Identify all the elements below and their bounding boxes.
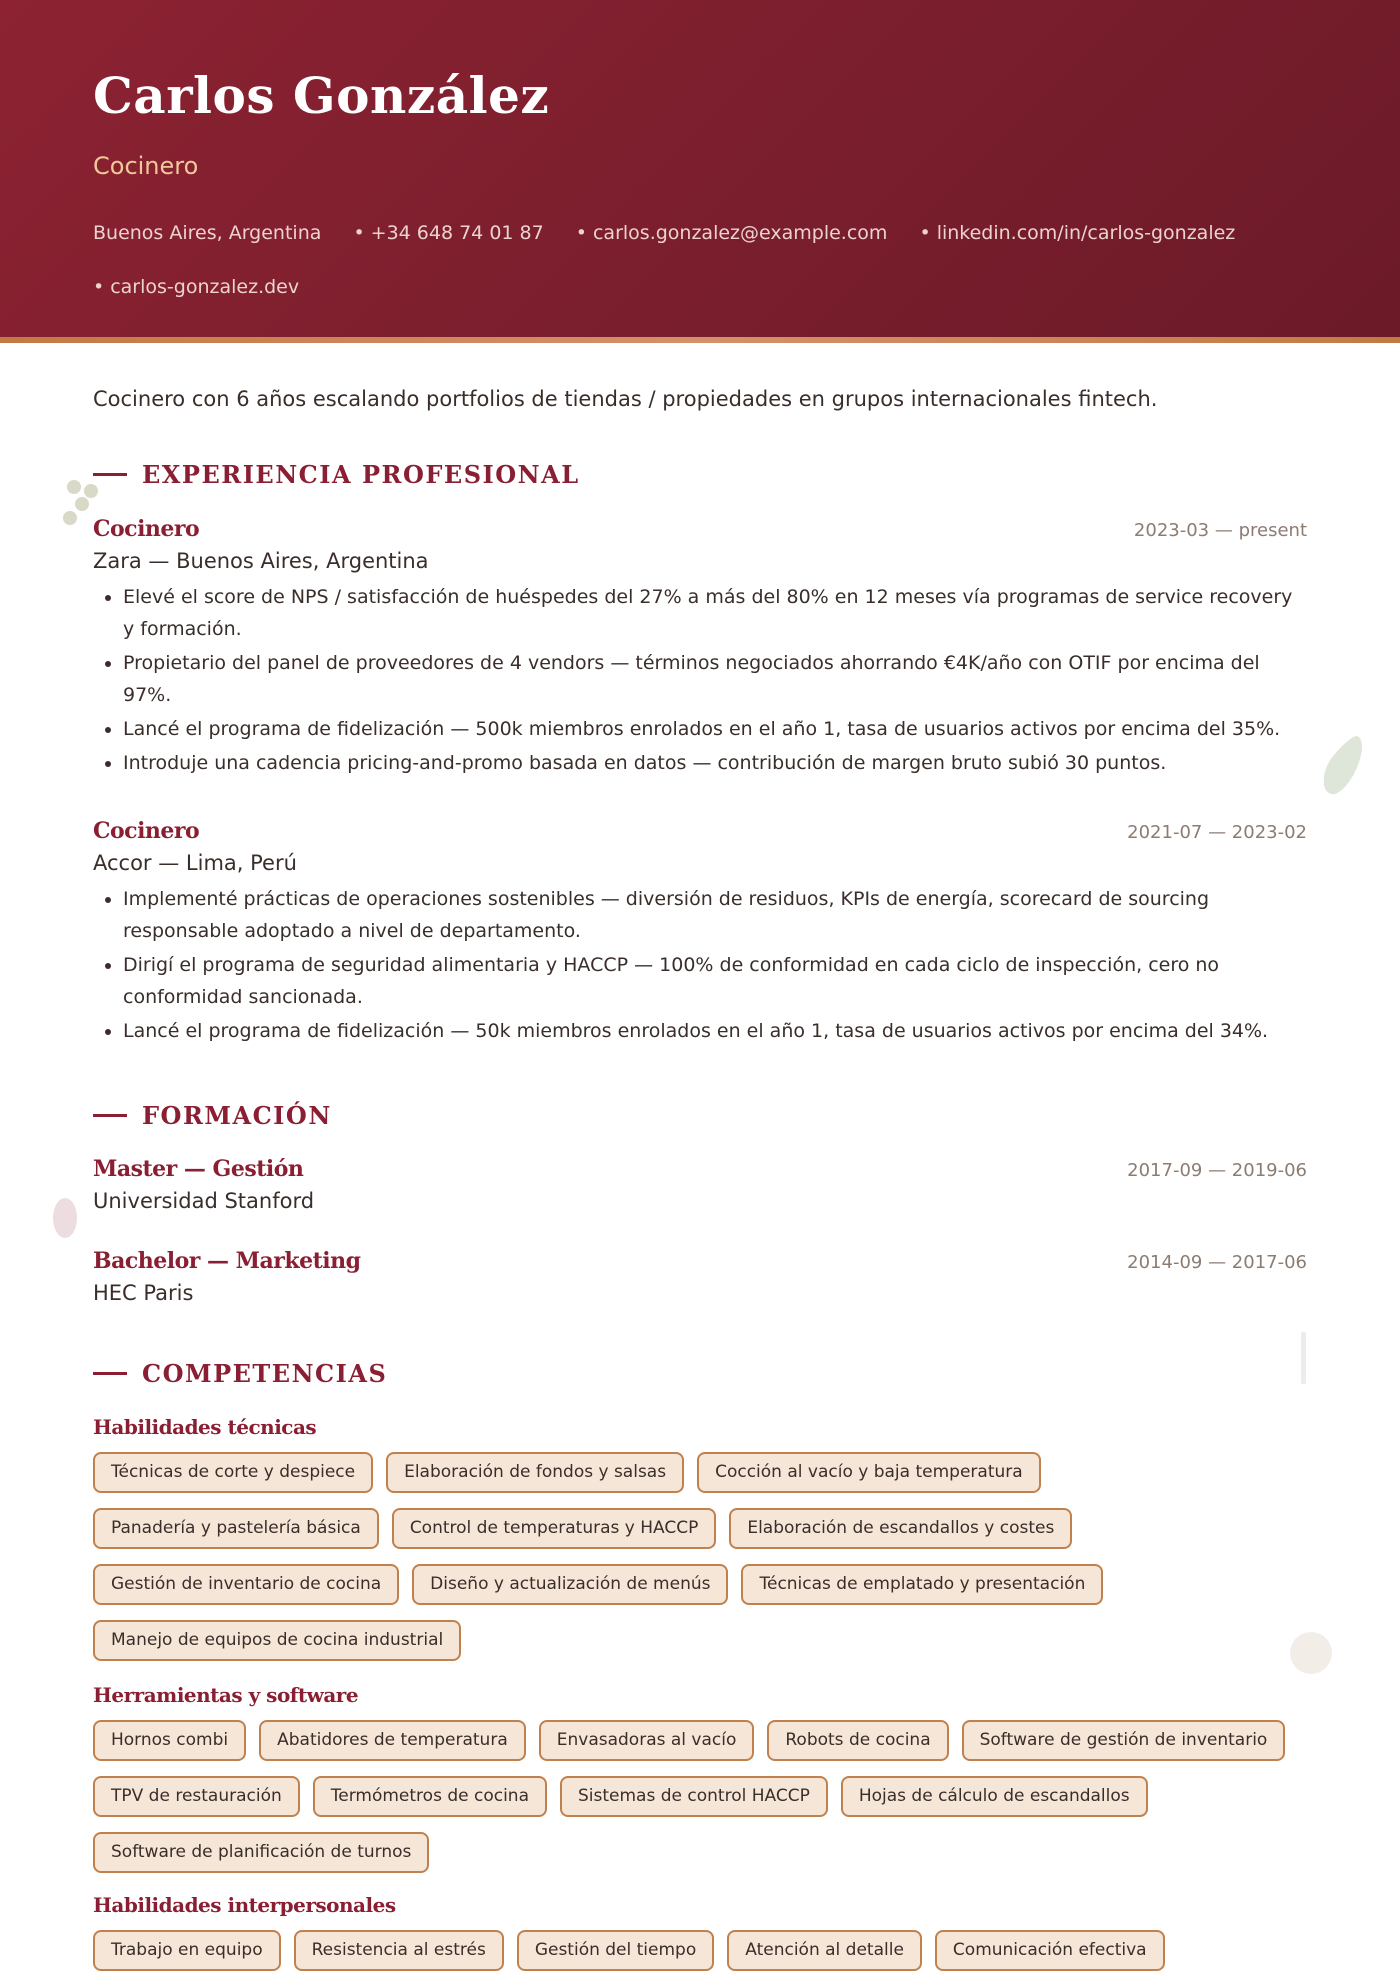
profile-summary: Cocinero con 6 años escalando portfolios de tiendas / propiedades en grupos internacionales fintech.	[93, 387, 1158, 411]
circle-decoration	[1290, 1632, 1332, 1674]
bullet-item: • Dirigí el programa de seguridad alimentaria y HACCP — 100% de conformidad en cada ciclo de inspección, cero no conformidad sancionada.	[123, 949, 1307, 1013]
skill-chips-tools	[93, 1720, 1323, 1888]
bullet-item: • Introduje una cadencia pricing-and-promo basada en datos — contribución de margen bruto subió 30 puntos.	[123, 747, 1307, 779]
skill-chips-technical	[93, 1452, 1323, 1676]
skill-chip: Resistencia al estrés	[294, 1930, 504, 1971]
experience-entry	[93, 516, 1307, 781]
bullet-item: • Lancé el programa de fidelización — 500k miembros enrolados en el año 1, tasa de usuarios activos por encima del 35%.	[123, 713, 1307, 745]
degree-dates: 2017-09 — 2019-06	[1127, 1160, 1307, 1181]
skill-chip: Comunicación efectiva	[935, 1930, 1165, 1971]
resume-header	[0, 0, 1400, 337]
dots-decoration-icon	[60, 478, 110, 528]
bullet-item: • Elevé el score de NPS / satisfacción de huéspedes del 27% a más del 80% en 12 meses vía programas de service recovery y formación.	[123, 581, 1307, 645]
school-name: Universidad Stanford	[93, 1189, 315, 1213]
job-organization: Zara — Buenos Aires, Argentina	[93, 549, 429, 573]
job-dates: 2021-07 — 2023-02	[1127, 822, 1307, 843]
skill-chip: Gestión de inventario de cocina	[93, 1564, 399, 1605]
bullet-item: • Implementé prácticas de operaciones sostenibles — diversión de residuos, KPIs de energía, scorecard de sourcing responsable adoptado a nivel de departamento.	[123, 883, 1307, 947]
line-decoration	[1301, 1332, 1306, 1384]
skill-chip: Sistemas de control HACCP	[560, 1776, 828, 1817]
skill-chip: Manejo de equipos de cocina industrial	[93, 1620, 461, 1661]
skill-chip: Diseño y actualización de menús	[412, 1564, 728, 1605]
section-title-experience: EXPERIENCIA PROFESIONAL	[93, 460, 580, 489]
section-title-education: FORMACIÓN	[93, 1101, 332, 1130]
skill-chip: Elaboración de escandallos y costes	[729, 1508, 1072, 1549]
skill-group-label: Herramientas y software	[93, 1683, 359, 1707]
education-entry	[93, 1248, 1307, 1305]
job-bullets	[93, 581, 1307, 779]
skill-chip: Gestión del tiempo	[517, 1930, 714, 1971]
experience-entry	[93, 818, 1307, 1049]
skill-chip: Panadería y pastelería básica	[93, 1508, 379, 1549]
contact-website[interactable]: • carlos-gonzalez.dev	[93, 276, 299, 298]
job-organization: Accor — Lima, Perú	[93, 851, 297, 875]
skill-group-label: Habilidades técnicas	[93, 1415, 317, 1439]
section-rule	[93, 1114, 127, 1117]
skill-chip: Control de temperaturas y HACCP	[392, 1508, 717, 1549]
bullet-item: • Lancé el programa de fidelización — 50k miembros enrolados en el año 1, tasa de usuarios activos por encima del 34%.	[123, 1015, 1307, 1047]
degree-title: Master — Gestión	[93, 1156, 304, 1182]
contact-phone[interactable]: • +34 648 74 01 87	[353, 222, 543, 244]
skill-chip: TPV de restauración	[93, 1776, 300, 1817]
skill-group-label: Habilidades interpersonales	[93, 1893, 396, 1917]
skill-chip: Cocción al vacío y baja temperatura	[697, 1452, 1041, 1493]
skill-chip: Atención al detalle	[727, 1930, 922, 1971]
contact-location: Buenos Aires, Argentina	[93, 222, 322, 244]
degree-title: Bachelor — Marketing	[93, 1248, 361, 1274]
degree-dates: 2014-09 — 2017-06	[1127, 1252, 1307, 1273]
candidate-name: Carlos González	[93, 66, 550, 125]
job-title: Cocinero	[93, 818, 200, 844]
candidate-role: Cocinero	[93, 152, 199, 180]
skill-chip: Software de gestión de inventario	[962, 1720, 1286, 1761]
job-bullets	[93, 883, 1307, 1047]
school-name: HEC Paris	[93, 1281, 194, 1305]
skill-chip: Hornos combi	[93, 1720, 246, 1761]
section-rule	[93, 473, 127, 476]
education-entry	[93, 1156, 1307, 1213]
leaf-decoration-icon	[1313, 732, 1373, 800]
contact-info	[93, 206, 1333, 314]
skill-chip: Técnicas de emplatado y presentación	[741, 1564, 1103, 1605]
petal-decoration-icon	[50, 1196, 80, 1240]
job-dates: 2023-03 — present	[1133, 520, 1307, 541]
contact-linkedin[interactable]: • linkedin.com/in/carlos-gonzalez	[919, 222, 1235, 244]
skill-chip: Hojas de cálculo de escandallos	[841, 1776, 1148, 1817]
section-title-skills: COMPETENCIAS	[93, 1359, 387, 1388]
skill-chip: Software de planificación de turnos	[93, 1832, 429, 1873]
job-title: Cocinero	[93, 516, 200, 542]
skill-chip: Trabajo en equipo	[93, 1930, 281, 1971]
skill-chips-interpersonal	[93, 1930, 1323, 1986]
skill-chip: Abatidores de temperatura	[259, 1720, 526, 1761]
skill-chip: Robots de cocina	[767, 1720, 948, 1761]
skill-chip: Elaboración de fondos y salsas	[386, 1452, 684, 1493]
section-rule	[93, 1372, 127, 1375]
header-accent-bar	[0, 337, 1400, 343]
skill-chip: Termómetros de cocina	[313, 1776, 547, 1817]
skill-chip: Envasadoras al vacío	[539, 1720, 755, 1761]
contact-email[interactable]: • carlos.gonzalez@example.com	[576, 222, 888, 244]
bullet-item: • Propietario del panel de proveedores de 4 vendors — términos negociados ahorrando €4K/año con OTIF por encima del 97%.	[123, 647, 1307, 711]
skill-chip: Técnicas de corte y despiece	[93, 1452, 373, 1493]
